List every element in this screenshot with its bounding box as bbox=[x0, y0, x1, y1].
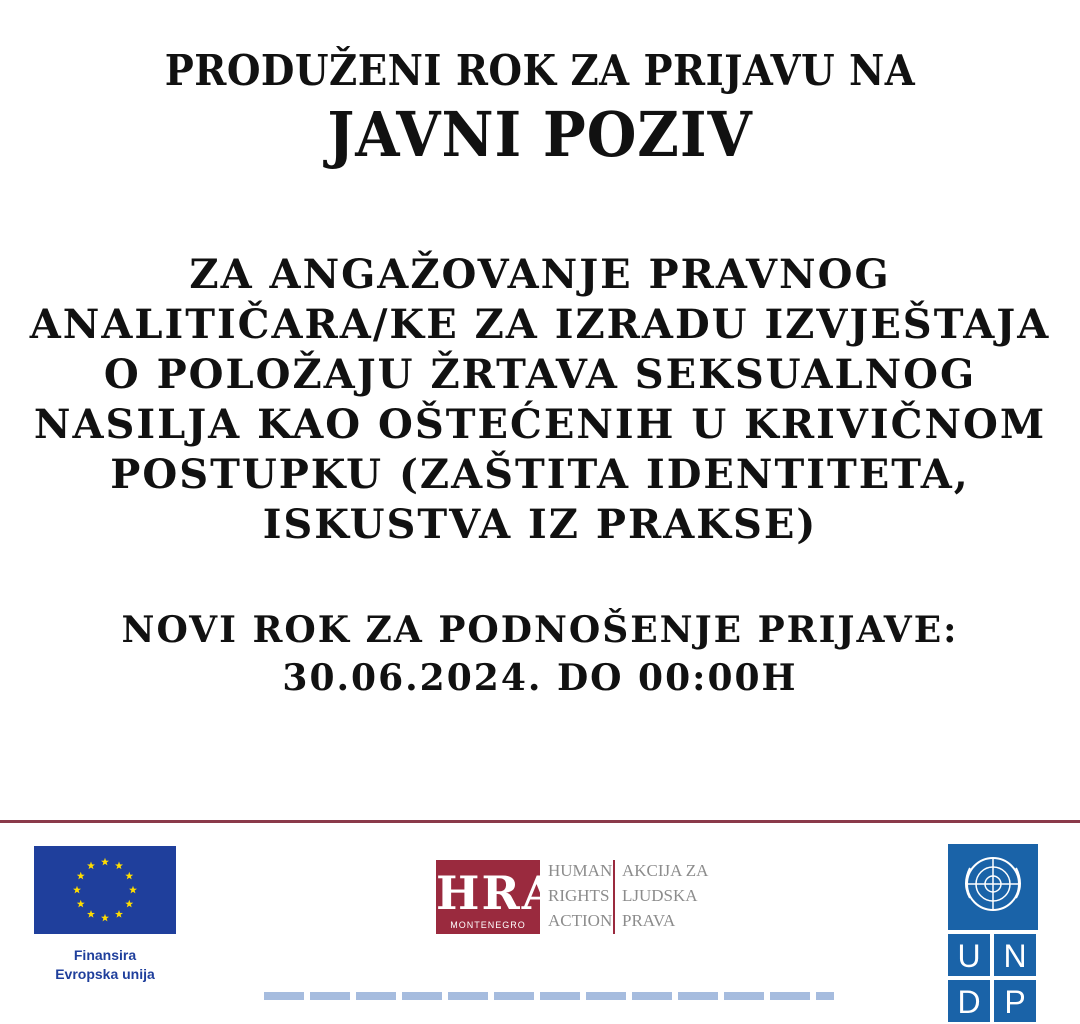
undp-letter: P bbox=[994, 980, 1036, 1022]
subtitle-line: ISKUSTVA IZ PRAKSE) bbox=[262, 501, 818, 548]
eu-caption bbox=[34, 946, 176, 984]
deadline-block bbox=[0, 606, 1080, 702]
hra-separator bbox=[613, 860, 615, 934]
undp-logo bbox=[948, 844, 1038, 1020]
eu-flag-icon bbox=[34, 846, 176, 934]
subtitle-line: O POLOŽAJU ŽRTAVA SEKSUALNOG bbox=[103, 351, 977, 398]
subtitle-line: ZA ANGAŽOVANJE PRAVNOG bbox=[189, 251, 891, 298]
subtitle-line: NASILJA KAO OŠTEĆENIH U KRIVIČNOM bbox=[33, 401, 1047, 448]
undp-emblem bbox=[948, 844, 1038, 930]
undp-letter: U bbox=[948, 934, 990, 976]
heading-top-line: PRODUŽENI ROK ZA PRIJAVU NA bbox=[164, 46, 916, 95]
footer-divider bbox=[0, 820, 1080, 823]
hra-name-line: AKCIJA ZA bbox=[622, 861, 709, 880]
undp-letter: N bbox=[994, 934, 1036, 976]
hra-letters: HRA bbox=[436, 866, 560, 920]
hra-name-line: LJUDSKA bbox=[622, 886, 698, 905]
eu-logo bbox=[34, 846, 176, 982]
hra-name-line: ACTION bbox=[548, 911, 613, 930]
un-globe-icon bbox=[948, 844, 1038, 930]
subtitle-line: ANALITIČARA/KE ZA IZRADU IZVJEŠTAJA bbox=[29, 301, 1051, 348]
eu-caption-line: Evropska unija bbox=[55, 966, 155, 982]
undp-letter: D bbox=[948, 980, 990, 1022]
deadline-value: 30.06.2024. DO 00:00H bbox=[282, 657, 798, 699]
hra-name-line: RIGHTS bbox=[548, 886, 610, 905]
deadline-label: NOVI ROK ZA PODNOŠENJE PRIJAVE: bbox=[121, 609, 959, 651]
eu-caption-line: Finansira bbox=[73, 947, 137, 963]
subtitle-block bbox=[0, 250, 1080, 550]
hra-name-line: HUMAN bbox=[548, 861, 613, 880]
hra-english-name bbox=[548, 858, 612, 933]
hra-logo bbox=[436, 856, 716, 946]
footer-partial-text-strip bbox=[264, 992, 834, 1000]
hra-country: MONTENEGRO bbox=[450, 920, 526, 930]
subtitle-line: POSTUPKU (ZAŠTITA IDENTITETA, bbox=[110, 451, 970, 498]
hra-local-name bbox=[622, 858, 708, 933]
hra-emblem bbox=[436, 860, 560, 934]
hra-name-line: PRAVA bbox=[622, 911, 676, 930]
page-title: JAVNI POZIV bbox=[327, 98, 753, 171]
